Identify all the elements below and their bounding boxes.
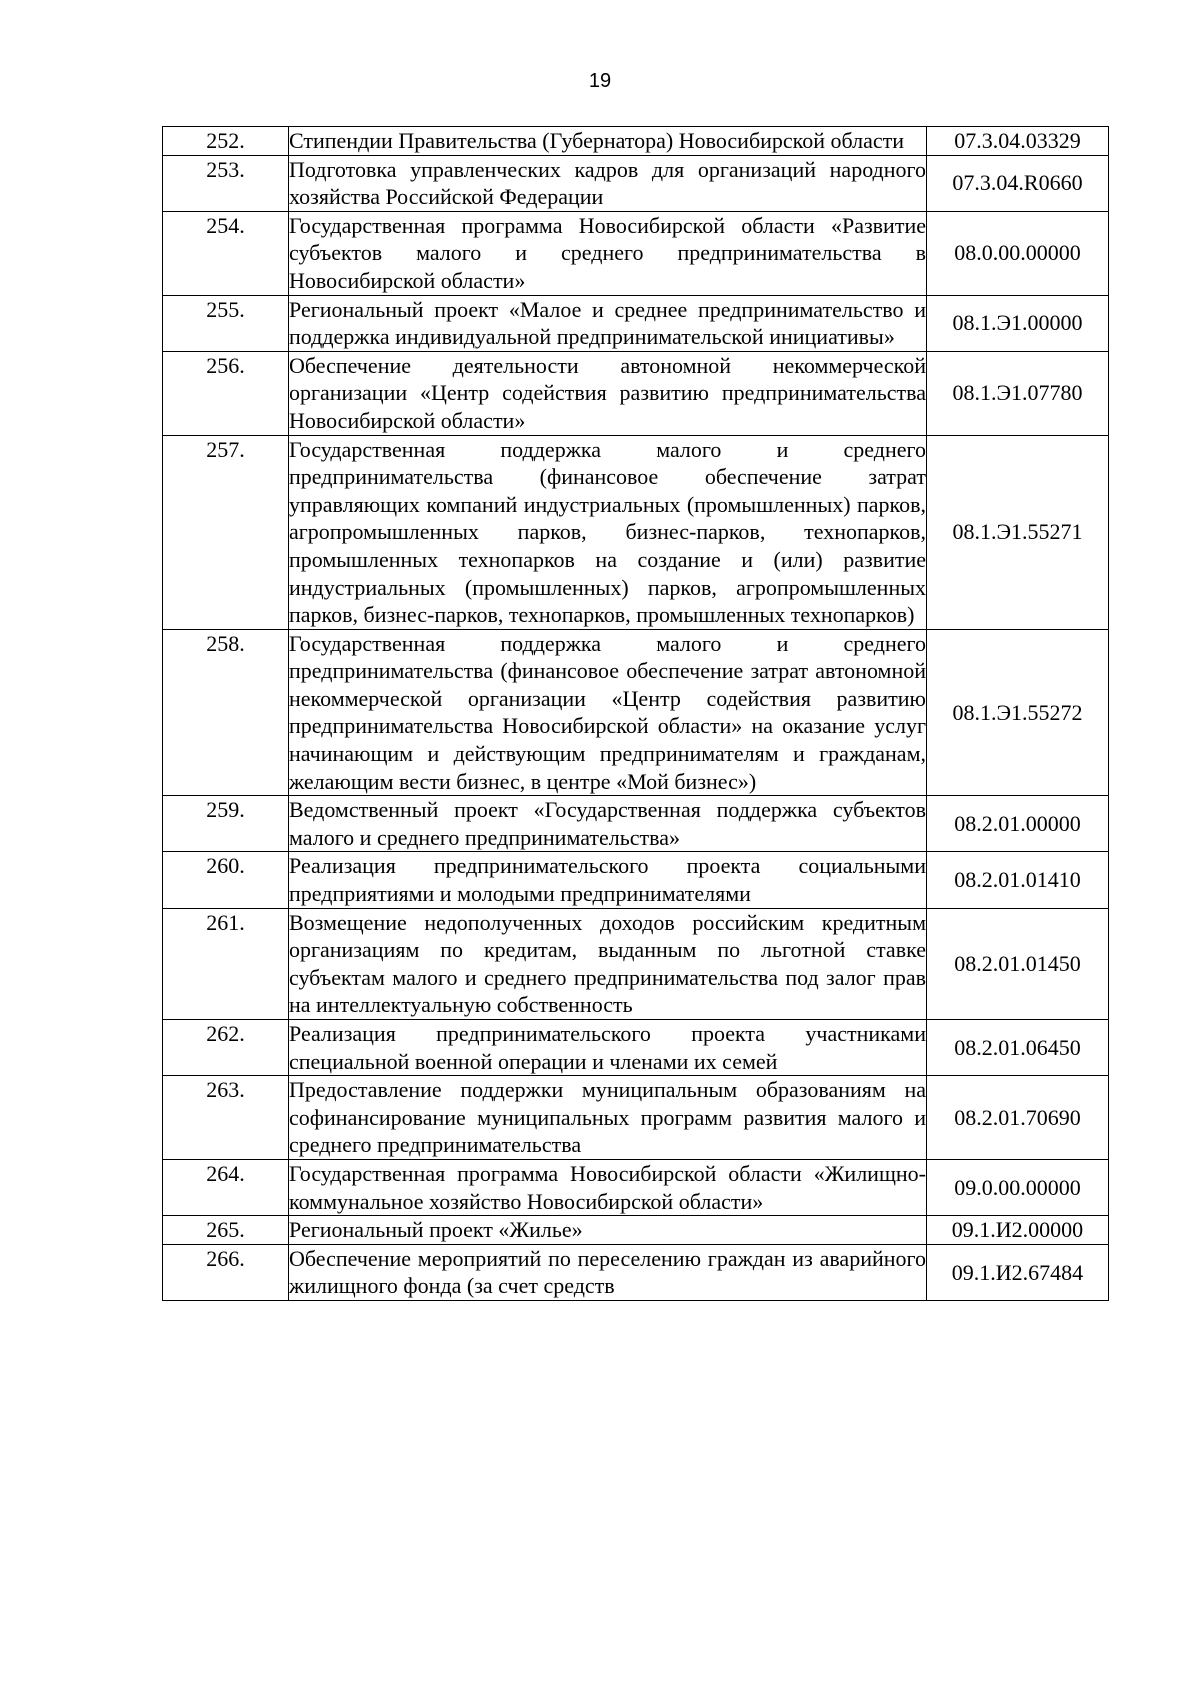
row-name: Государственная поддержка малого и среднего предпринимательства (финансовое обеспечение затрат автономной некоммерческой организации «Центр содействия развитию предпринимательства Новосибирской области» на оказание услуг начинающим и действующим предпринимателям и гражданам, желающим вести бизнес, в центре «Мой бизнес») (289, 629, 927, 796)
row-name: Реализация предпринимательского проекта участниками специальной военной операции и членами их семей (289, 1020, 927, 1076)
row-name: Региональный проект «Малое и среднее предпринимательство и поддержка индивидуальной предпринимательской инициативы» (289, 295, 927, 351)
table-row (163, 1076, 1109, 1160)
row-code: 08.2.01.01410 (927, 852, 1109, 908)
table-row (163, 1159, 1109, 1215)
table-row (163, 127, 1109, 156)
table-row (163, 852, 1109, 908)
row-code: 08.2.01.01450 (927, 908, 1109, 1019)
row-number: 264. (163, 1159, 289, 1215)
table-row (163, 155, 1109, 211)
row-name: Региональный проект «Жилье» (289, 1216, 927, 1245)
table-row (163, 1216, 1109, 1245)
row-code: 08.2.01.70690 (927, 1076, 1109, 1160)
row-number: 254. (163, 211, 289, 295)
row-number: 262. (163, 1020, 289, 1076)
row-name: Подготовка управленческих кадров для организаций народного хозяйства Российской Федерации (289, 155, 927, 211)
row-code: 08.1.Э1.55272 (927, 629, 1109, 796)
row-number: 261. (163, 908, 289, 1019)
row-code: 08.1.Э1.00000 (927, 295, 1109, 351)
row-number: 253. (163, 155, 289, 211)
table-row (163, 1020, 1109, 1076)
row-code: 09.1.И2.00000 (927, 1216, 1109, 1245)
row-name: Ведомственный проект «Государственная поддержка субъектов малого и среднего предпринимательства» (289, 796, 927, 852)
table-row (163, 908, 1109, 1019)
row-number: 257. (163, 435, 289, 629)
row-name: Обеспечение мероприятий по переселению граждан из аварийного жилищного фонда (за счет средств (289, 1244, 927, 1300)
table-row (163, 629, 1109, 796)
row-number: 252. (163, 127, 289, 156)
table-row (163, 796, 1109, 852)
row-name: Возмещение недополученных доходов российским кредитным организациям по кредитам, выданным по льготной ставке субъектам малого и среднего предпринимательства под залог прав на интеллектуальную собственность (289, 908, 927, 1019)
row-number: 259. (163, 796, 289, 852)
row-number: 263. (163, 1076, 289, 1160)
table-body (163, 127, 1109, 1301)
row-number: 258. (163, 629, 289, 796)
row-name: Государственная программа Новосибирской области «Развитие субъектов малого и среднего предпринимательства в Новосибирской области» (289, 211, 927, 295)
row-number: 256. (163, 351, 289, 435)
row-code: 08.1.Э1.55271 (927, 435, 1109, 629)
table-row (163, 211, 1109, 295)
row-name: Обеспечение деятельности автономной некоммерческой организации «Центр содействия развитию предпринимательства Новосибирской области» (289, 351, 927, 435)
row-number: 260. (163, 852, 289, 908)
row-code: 08.2.01.00000 (927, 796, 1109, 852)
row-number: 255. (163, 295, 289, 351)
row-name: Государственная поддержка малого и среднего предпринимательства (финансовое обеспечение затрат управляющих компаний индустриальных (промышленных) парков, агропромышленных парков, бизнес-парков, технопарков, промышленных технопарков на создание и (или) развитие индустриальных (промышленных) парков, агропромышленных парков, бизнес-парков, технопарков, промышленных технопарков) (289, 435, 927, 629)
table-row (163, 1244, 1109, 1300)
row-name: Реализация предпринимательского проекта социальными предприятиями и молодыми предпринимателями (289, 852, 927, 908)
row-number: 266. (163, 1244, 289, 1300)
row-code: 09.0.00.00000 (927, 1159, 1109, 1215)
row-name: Государственная программа Новосибирской области «Жилищно-коммунальное хозяйство Новосибирской области» (289, 1159, 927, 1215)
row-code: 08.2.01.06450 (927, 1020, 1109, 1076)
row-name: Предоставление поддержки муниципальным образованиям на софинансирование муниципальных программ развития малого и среднего предпринимательства (289, 1076, 927, 1160)
row-number: 265. (163, 1216, 289, 1245)
table-row (163, 295, 1109, 351)
row-code: 09.1.И2.67484 (927, 1244, 1109, 1300)
row-code: 07.3.04.R0660 (927, 155, 1109, 211)
row-code: 08.0.00.00000 (927, 211, 1109, 295)
page-number: 19 (588, 70, 612, 92)
row-name: Стипендии Правительства (Губернатора) Новосибирской области (289, 127, 927, 156)
row-code: 08.1.Э1.07780 (927, 351, 1109, 435)
row-code: 07.3.04.03329 (927, 127, 1109, 156)
budget-code-table (162, 126, 1109, 1301)
table-row (163, 435, 1109, 629)
table-row (163, 351, 1109, 435)
